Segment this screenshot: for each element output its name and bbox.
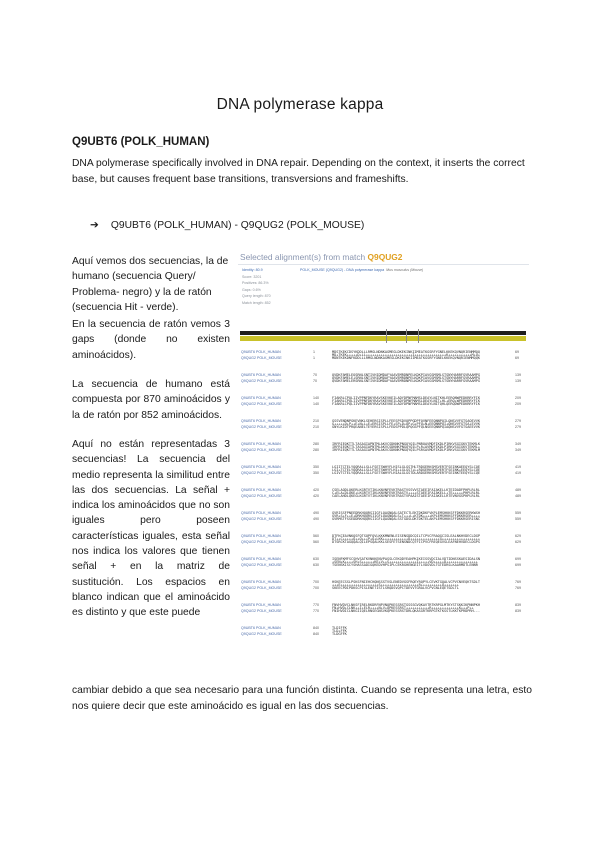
sequence-end: 769	[515, 586, 521, 590]
similarity-text: C+ELA+DLQKE+LKGRTVTIKLKNVNFEVKTRASTV++++STAEEIFAIAKELL+TE+++++PHPLRLRL	[332, 491, 480, 495]
sequence-id-link[interactable]: Q9QUG2 POLK_MOUSE	[241, 448, 282, 452]
alignment-figure	[238, 251, 529, 665]
explanation-paragraph-4: Aquí no están representadas 3 secuencias! La secuencia del medio representa la similitud entre las dos secuencias. La señal + indica los aminoácidos que no son iguales pero poseen características iguales, esta señal nos indica los valores que tienen señal + en la matriz de sustitución. Los espacios en blanco indican que el aminoácido es distinto y que este puede	[72, 438, 230, 619]
sequence-id-link[interactable]: Q9QUG2 POLK_MOUSE	[241, 517, 282, 521]
sequence-id-link[interactable]: Q9QUG2 POLK_MOUSE	[241, 425, 282, 429]
sequence-text: LGIVTCTELYQQRALLSLLFSETSWHYFLHIALGLGSTDLARDGERKSMSVERTFSEINKTEEQYSLCQE	[332, 471, 480, 475]
sequence-end: 699	[515, 563, 521, 567]
sequence-id-link[interactable]: Q9QUG2 POLK_MOUSE	[241, 540, 282, 544]
sequence-text: GSSVENDNPGKEVNKLSEHERSISPLLFEESPSDVQPPGDPFQVNFEEQNNPQILQNSVVFGTSAQEVVK	[332, 419, 480, 423]
sequence-id-link[interactable]: Q9QUG2 POLK_MOUSE	[241, 471, 282, 475]
similarity-text: FIAKRLCPQLIIVPPNFDKYRAVSKEVKEILADYDPNFMAMSLDEAYLNIT+HL+ERQ+WPEDKRRYFIK	[332, 399, 480, 403]
sequence-id-link[interactable]: Q9QUG2 POLK_MOUSE	[241, 586, 282, 590]
intro-paragraph: DNA polymerase specifically involved in DNA repair. Depending on the context, it inserts the correct base, but causes frequent base transitions, transversions and frameshifts.	[72, 158, 525, 186]
stat-line: Positives: 86.3%	[242, 281, 269, 286]
gap-marker	[418, 329, 419, 343]
sequence-end: 69	[515, 350, 519, 354]
alignment-overview-bars	[240, 329, 526, 343]
sequence-text: QVDKFAMELERSRNLSNTIVHIDMDAFYAAVEMRDNPELKDKPIAVGSMSMLSTSNYHARRFGVRAAMPG	[332, 379, 480, 383]
sequence-id-link[interactable]: Q9QUG2 POLK_MOUSE	[241, 356, 282, 360]
sequence-id-link[interactable]: Q9UBT6 POLK_HUMAN	[241, 603, 281, 607]
sequence-start: 350	[313, 471, 319, 475]
sequence-id-link[interactable]: Q9UBT6 POLK_HUMAN	[241, 511, 281, 515]
sequence-text: IRFRIEQKTTLTASAGIAPNTMLAKVCSDKNKPNGQYQILPNRQAVMDFIKDLPIRKVSGIGKVTEKMLK	[332, 442, 480, 446]
sequence-start: 700	[313, 586, 319, 590]
sequence-end: 419	[515, 471, 521, 475]
sequence-text: LGIITCTELYQQRALLSLLFSETSWHYFLHISLGLGSTHLTRDGERKSMSVERTFSEINKAEEQYSLCQE	[332, 465, 480, 469]
match-organism-link[interactable]: Mus musculus (Mouse)	[386, 268, 424, 272]
sequence-text: GVRMSTFSSEDDRKHQQRSIIGFLQAGNQALSSTGDSLDKTDKTELAKPLEMSHKKSFFDKKRSERISNC	[332, 517, 480, 521]
sequence-end: 769	[515, 580, 521, 584]
alignment-row	[241, 626, 527, 631]
query-bar	[240, 331, 526, 335]
sequence-text: MDSTKEKCDSYKDDLLLRMGLNDNKAGMEGLDKEKINKIIMEATKGSRFYGNELKKEKQVNQRIENMMQQ	[332, 350, 480, 354]
sequence-id-link[interactable]: Q9QUG2 POLK_MOUSE	[241, 379, 282, 383]
figure-header-text: Selected alignment(s) from match	[240, 252, 366, 262]
similarity-text: QVDKFAMELE+SRNLSNTIVHIDMDAFYAAVEMRDNPELKDKPIAVGSMSMLSTSNYHARRFGVRAAMPG	[332, 376, 480, 380]
sequence-start: 420	[313, 488, 319, 492]
sequence-end: 629	[515, 540, 521, 544]
page-title: DNA polymerase kappa	[216, 96, 384, 113]
sequence-text: TSENSKISCYSHASSADIGQKEDVHPSIPLCEKRGHENGEITLVDGVDLTGTEDRSLKAARMDTLENNR	[332, 563, 478, 567]
stat-line: Gaps: 0.6%	[242, 287, 261, 292]
sequence-end: 629	[515, 534, 521, 538]
sequence-end: 139	[515, 379, 521, 383]
similarity-text: TLD+FFK	[332, 629, 347, 633]
sequence-start: 280	[313, 442, 319, 446]
sequence-id-link[interactable]: Q9QUG2 POLK_MOUSE	[241, 402, 282, 406]
sequence-start: 840	[313, 632, 319, 636]
sequence-end: 349	[515, 442, 521, 446]
alignment-row	[241, 494, 527, 499]
stat-line[interactable]: Identity: 80.9	[242, 268, 263, 272]
explanation-paragraph-3: La secuencia de humano está compuesta por 870 aminoácidos y la de ratón por 852 aminoácidos.	[72, 379, 230, 421]
sequence-start: 490	[313, 517, 319, 521]
sequence-start: 630	[313, 563, 319, 567]
sequence-text: HSKEECSSLPSKSFNIEHCHQNSSSTVSLENEDVGSFRQEYRQPYLCEVKTGQALVCPVCNVEQKTSDLT	[332, 580, 480, 584]
sequence-id-link[interactable]: Q9QUG2 POLK_MOUSE	[241, 563, 282, 567]
sequence-start: 840	[313, 626, 319, 630]
stat-line: Query length: 870	[242, 294, 271, 299]
sequence-start: 350	[313, 465, 319, 469]
sequence-text: GVRISSFPNEEDRKHQQRSIIGFLQAGNQALSATECTLEKTDKDKFVKPLEMSHKKSFFDKKRSERKWSH	[332, 511, 480, 515]
protein-heading: Q9UBT6 (POLK_HUMAN)	[72, 136, 210, 148]
sequence-end: 489	[515, 488, 521, 492]
sequence-text: DTFKCEAVNKQSFQTSQPFQVLKKKMNENLEISENSDDCQILTCPVCFRAQGCISLEALNKHVDECLDGP	[332, 534, 480, 538]
sequence-text: FIAKRLCPQLIIVPPNFDKYRAVSKEVKEILADYDPNFMAMSLDEAYLNITKHLEERQNWPEDKRRYFIK	[332, 396, 480, 400]
alignment-row	[241, 402, 527, 407]
sequence-id-link[interactable]: Q9QUG2 POLK_MOUSE	[241, 494, 282, 498]
sequence-end: 209	[515, 396, 521, 400]
stat-line: Score: 3201	[242, 274, 262, 279]
explanation-paragraph-1: Aquí vemos dos secuencias, la de humano (secuencia Query/ Problema- negro) y la de ratón (secuencia Hit - verde).	[72, 256, 229, 313]
comparison-label: Q9UBT6 (POLK_HUMAN) - Q9QUG2 (POLK_MOUSE)	[110, 220, 365, 231]
alignment-row	[241, 586, 527, 591]
similarity-text: +SEN+K++++SH+S++++++KE+V++S+++++++++++++I+++++VD+++++D+++++++++++++++	[332, 560, 478, 564]
sequence-id-link[interactable]: Q9UBT6 POLK_HUMAN	[241, 465, 281, 469]
alignment-row	[241, 448, 527, 453]
sequence-end: 69	[515, 356, 519, 360]
sequence-text: GNYLKIDTPRQEANELTEYERSISPLLFEDSPPDLQPQGSPFQLNSEEQNNPQIAQNSVVFGTSAEEVVK	[332, 425, 480, 429]
sequence-start: 70	[313, 379, 317, 383]
alignment-row	[241, 517, 527, 522]
sequence-text: FNIHVDICLNKGIIQELRNSEGNSVKQPKESSRSTDRLQKASGRTKRPGTKTKSSTLKKTKPRDPRH---	[332, 609, 480, 613]
sequence-start: 140	[313, 396, 319, 400]
sequence-id-link[interactable]: Q9UBT6 POLK_HUMAN	[241, 396, 281, 400]
similarity-text: FN+HVD+CLNK++I+ELR++++N+V+QPKESSRST+++++++++++R+++++++++++++K+++P++	[332, 606, 474, 610]
similarity-text: G+++++D+P++E+N+L+E+ERSISPLLFE+SP+D+QP+G+PFQ+N+EEQNNPQI+QNSVVFGTSA+EVVK	[332, 422, 480, 426]
sequence-text: ISENFKMFSCSHVSATKVNKKENVPASSLCEKQDYEAHPKIKEISSVDCIALVDTIDNSSKAESIDALSN	[332, 557, 480, 561]
sequence-id-link[interactable]: Q9UBT6 POLK_HUMAN	[241, 580, 281, 584]
match-description	[300, 268, 423, 272]
sequence-text: QVDKFAMELEQSRNLSNTIVHIDMDAFYAAVEMRDNPELKDKPIAVGSMSMLSTSNYHARRFGVRAAMPG	[332, 373, 480, 377]
similarity-text: +++E++++++++++++++++++S++++++++++++++++++R++++++++++Q+++++++	[332, 583, 459, 587]
sequence-end: 279	[515, 425, 521, 429]
sequence-end: 419	[515, 465, 521, 469]
sequence-start: 490	[313, 511, 319, 515]
sequence-end: 839	[515, 609, 521, 613]
alignment-row	[241, 609, 527, 614]
sequence-end: 489	[515, 494, 521, 498]
sequence-end: 349	[515, 448, 521, 452]
sequence-start: 770	[313, 603, 319, 607]
comparison-bullet	[90, 219, 364, 231]
explanation-paragraph-2: En la secuencia de ratón vemos 3 gaps (donde no existen aminoácidos).	[72, 319, 230, 361]
sequence-text: FIAKRLCPQLIIVPPNFDKYRAVSKEVKEILADYDPNFMAMSLDEAYLNITQHLQERQDWPEDKRRYFIK	[332, 402, 480, 406]
sequence-start: 280	[313, 448, 319, 452]
alignment-row	[241, 356, 527, 361]
sequence-id-link[interactable]: Q9QUG2 POLK_MOUSE	[241, 609, 282, 613]
sequence-end: 139	[515, 373, 521, 377]
sequence-text: CSELAQDLQKERLKGRTVTIKLKNVNFEVKTRASTVSSVVSTAEEIFAIAKELLKTEIDADFPHPLRLRL	[332, 488, 480, 492]
sequence-start: 560	[313, 534, 319, 538]
sequence-start: 1	[313, 356, 315, 360]
alignment-row	[241, 379, 527, 384]
sequence-id-link[interactable]: Q9UBT6 POLK_HUMAN	[241, 419, 281, 423]
figure-match-id: Q9QUG2	[367, 252, 403, 262]
sequence-start: 700	[313, 580, 319, 584]
sequence-start: 420	[313, 494, 319, 498]
similarity-text: GVR+S+F++E+DRKHQQRSIIGFLQAGNQALS+T+++L+KTDK++++KPLEMSHKKSFFDKKRSER++++	[332, 514, 480, 518]
alignment-row	[241, 425, 527, 430]
figure-header	[240, 252, 402, 262]
match-description-text[interactable]: POLK_MOUSE (Q9QUG2) - DNA polymerase kappa	[300, 268, 385, 272]
sequence-text: DTSRCKTAGQQALQILEPSQALKKLSESFETSENSNDCQTFICPVCFREQEGVSLEAFNEHVDECLDGPS	[332, 540, 480, 544]
sequence-end: 209	[515, 402, 521, 406]
sequence-id-link[interactable]: Q9UBT6 POLK_HUMAN	[241, 488, 281, 492]
alignment-row	[241, 540, 527, 545]
sequence-text: FNVHVDVCLNKSFIRELRKDRFNPVNQPKESSRSTGSSSGVQKAVTRTKRPGLMTKYSTSKKIKPNNPKH	[332, 603, 480, 607]
match-bar	[240, 336, 526, 341]
alignment-stats	[242, 267, 292, 319]
similarity-text: MD+TKEK+++++D+LL++++++++++++++++++++++I+++++++++++++++K+++++++++++M+Q+	[332, 353, 480, 357]
similarity-text: LGI+TCTELYQQRALLSLLFSETSWHYFLHI+LGLGST+L+RDGERKSMSVERTFSEINK+EEQYSLCQE	[332, 468, 480, 472]
gap-marker	[406, 329, 407, 343]
figure-divider	[238, 264, 529, 265]
sequence-start: 560	[313, 540, 319, 544]
arrow-icon: ➔	[90, 220, 99, 231]
sequence-end: 559	[515, 517, 521, 521]
alignment-row	[241, 563, 527, 568]
stat-line: Match length: 852	[242, 300, 271, 305]
similarity-text: IRFRIEQKTTLTASAGIAPNTMLAKVCSDKNKPNGQYQILP+R+AVMDFIKDLPIRKVSGIGKVTEKML+	[332, 445, 480, 449]
sequence-text: CAELAHDLQKEGLKGRTVTIKLKNVNFEVKTRASTVPAAISTAEEIFAIAKELLRTEVNVGSPHPLRLRL	[332, 494, 480, 498]
explanation-column	[72, 254, 230, 621]
sequence-text: IRFRIEQKTTLTASAGIAPNTMLAKVCSDKNKPNGQYQILPSRSAVMDFIKDLPIRKVSGIGKVTEKMLM	[332, 448, 480, 452]
sequence-start: 1	[313, 350, 315, 354]
sequence-start: 210	[313, 425, 319, 429]
sequence-id-link[interactable]: Q9UBT6 POLK_HUMAN	[241, 373, 281, 377]
sequence-end: 279	[515, 419, 521, 423]
sequence-start: 210	[313, 419, 319, 423]
gap-marker	[386, 329, 387, 343]
sequence-start: 140	[313, 402, 319, 406]
sequence-id-link[interactable]: Q9UBT6 POLK_HUMAN	[241, 350, 281, 354]
similarity-text: DT++C+++++Q++Q+++P+Q+LKK++++++++++++D++++++++++++++G++++++++++++++++++	[332, 537, 480, 541]
sequence-start: 770	[313, 609, 319, 613]
sequence-text: TLDIFFK	[332, 626, 347, 630]
sequence-id-link[interactable]: Q9UBT6 POLK_HUMAN	[241, 442, 281, 446]
sequence-id-link[interactable]: Q9QUG2 POLK_MOUSE	[241, 632, 282, 636]
sequence-end: 839	[515, 603, 521, 607]
continuation-paragraph: cambiar debido a que sea necesario para una función distinta. Cuando se representa una letra, esto nos quiere decir que este aminoácido es igual en las dos secuencias.	[72, 685, 532, 712]
sequence-end: 699	[515, 557, 521, 561]
sequence-id-link[interactable]: Q9UBT6 POLK_HUMAN	[241, 557, 281, 561]
alignment-row	[241, 632, 527, 637]
sequence-text: SKEECPDIPDKSCPISLENETISTLSRQDSVQPCTDEVVTGRALVCPVCNLEQETSDLTL	[332, 586, 459, 590]
sequence-text: TLDGFFK	[332, 632, 347, 636]
sequence-end: 559	[515, 511, 521, 515]
sequence-id-link[interactable]: Q9UBT6 POLK_HUMAN	[241, 534, 281, 538]
alignment-row	[241, 471, 527, 476]
sequence-start: 70	[313, 373, 317, 377]
sequence-start: 630	[313, 557, 319, 561]
sequence-id-link[interactable]: Q9UBT6 POLK_HUMAN	[241, 626, 281, 630]
sequence-text: MDNTKEKDNFKDDLLLRMGLNDNKAGMEGLDKEKINKIIMEATKGSRFYGNELKKEKQVNQRIENMMQQK	[332, 356, 480, 360]
